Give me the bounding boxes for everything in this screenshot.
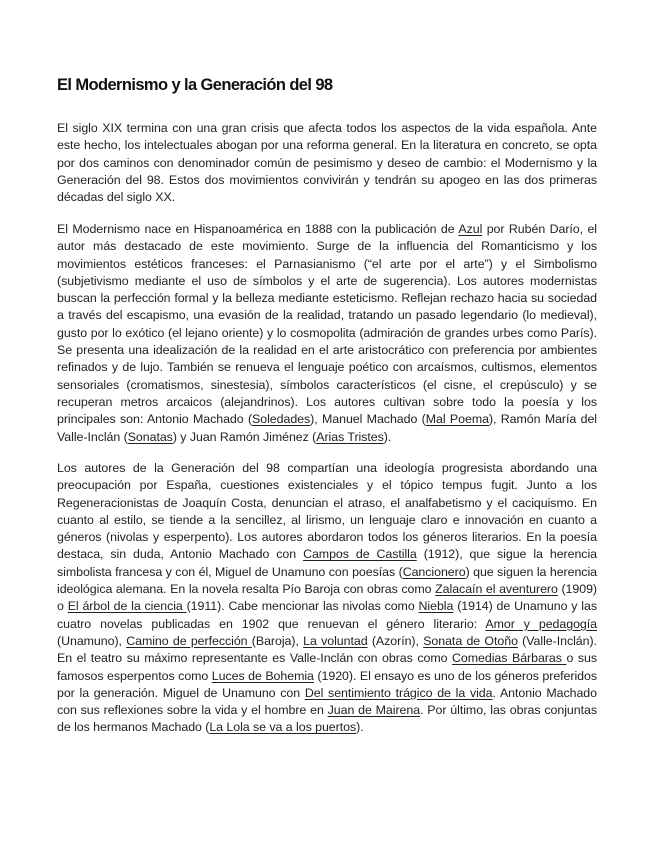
work-title: La voluntad — [303, 633, 368, 648]
paragraph-modernismo — [57, 221, 597, 446]
body-text: Los autores de la Generación del 98 compartían una ideología progresista abordando una preocupación por España, cuestiones existenciales y el tópico tempus fugit. Junto a los Regeneracionistas de Joaquín Costa, denuncian el atraso, el analfabetismo y el caciquismo. En cuanto al estilo, se tiende a la sencillez, al lirismo, un lenguaje claro e innovación en cuanto a géneros (nivolas y esperpento). Los autores abordaron todos los géneros literarios. En la poesía destaca, sin duda, Antonio Machado con — [57, 461, 597, 562]
body-text: (Azorín), — [367, 633, 424, 648]
work-title: Juan de Mairena — [327, 703, 421, 718]
work-title: Luces de Bohemia — [211, 668, 314, 683]
body-text: (Valle-Inclán). En el teatro su máximo representante es Valle-Inclán con obras como — [57, 633, 597, 666]
body-text: por Rubén Darío, el autor más destacado de este movimiento. Surge de la influencia del Romanticismo y los movimientos estéticos franceses: el Parnasianismo (“el arte por el arte”) y el Simbolismo (subjetivismo mediante el uso de símbolos y el arte de sugerencia). Los autores modernistas buscan la perfección formal y la belleza mediante esteticismo. Reflejan rechazo hacia su sociedad a través del escapismo, una evasión de la realidad, tratando un pasado legendario (lo medieval), gusto por lo exótico (el lejano oriente) y lo cosmopolita (admiración de grandes urbes como París). Se presenta una idealización de la realidad en el arte aristocrático con preferencia por ambientes refinados y de lujo. También se renueva el lenguaje poético con arcaísmos, cultismos, elementos sensoriales (cromatismos, sinestesia), símbolos característicos (el cisne, el crepúsculo) y se recuperan metros arcaicos (alejandrinos). Los autores cultivan sobre todo la poesía y los principales son: Antonio Machado ( — [57, 222, 598, 427]
work-title: Comedias Bárbaras — [452, 651, 567, 666]
paragraph-generacion-98 — [57, 460, 597, 737]
work-title: Soledades — [252, 412, 311, 427]
body-text: . Antonio Machado con sus reflexiones sobre la vida y el hombre en — [57, 685, 597, 718]
body-text: (1920). El ensayo es uno de los géneros preferidos por la generación. Miguel de Unamuno con — [57, 668, 598, 700]
work-title: El árbol de la ciencia — [67, 599, 187, 614]
body-text: . Por último, las obras conjuntas de los hermanos Machado ( — [57, 703, 597, 735]
body-text: ). — [383, 429, 392, 444]
body-text: (Unamuno), — [57, 633, 127, 648]
work-title: Sonata de Otoño — [423, 633, 518, 648]
work-title: Del sentimiento trágico de la vida — [304, 685, 493, 700]
work-title: Azul — [458, 222, 483, 236]
body-text: (1912), que sigue la herencia simbolista francesa y con él, Miguel de Unamuno con poesías ( — [57, 547, 597, 579]
work-title: Zalacaín el aventurero — [435, 582, 558, 597]
work-title: Amor y pedagogía — [485, 616, 597, 631]
body-text: o sus famosos esperpentos como — [57, 651, 597, 683]
work-title: Cancionero — [402, 564, 466, 579]
page-title: El Modernismo y la Generación del 98 — [57, 76, 333, 94]
work-title: Camino de perfección — [126, 633, 252, 648]
work-title: La Lola se va a los puertos — [209, 720, 357, 735]
paragraph-intro — [57, 120, 597, 206]
body-text: (Baroja), — [251, 633, 304, 648]
body-text: ), Manuel Machado ( — [310, 412, 426, 427]
work-title: Niebla — [418, 599, 454, 614]
body-text: El siglo XIX termina con una gran crisis que afecta todos los aspectos de la vida española. Ante este hecho, los intelectuales abogan por una reforma general. En la literatura en concreto, se opta por dos caminos con denominador común de pesimismo y deseo de cambio: el Modernismo y la Generación del 98. Estos dos movimientos convivirán y tendrán su apogeo en las dos primeras décadas del siglo XX. — [57, 121, 597, 205]
work-title: Sonatas — [127, 429, 173, 444]
body-text: (1909) o — [57, 582, 597, 614]
body-text: El Modernismo nace en Hispanoamérica en 1888 con la publicación de — [57, 222, 459, 236]
body-text: ) y Juan Ramón Jiménez ( — [172, 429, 317, 444]
body-text: (1911). Cabe mencionar las nivolas como — [186, 599, 419, 614]
body-text: ) que siguen la herencia ideológica alemana. En la novela resalta Pío Baroja con obras como — [57, 564, 597, 597]
body-text: ). — [356, 720, 364, 735]
body-text: ), Ramón María del Valle-Inclán ( — [57, 412, 597, 444]
work-title: Campos de Castilla — [303, 547, 417, 562]
work-title: Mal Poema — [425, 412, 489, 427]
work-title: Arias Tristes — [316, 429, 384, 444]
body-text: (1914) de Unamuno y las cuatro novelas publicadas en 1902 que renuevan el género literario: — [57, 599, 597, 631]
